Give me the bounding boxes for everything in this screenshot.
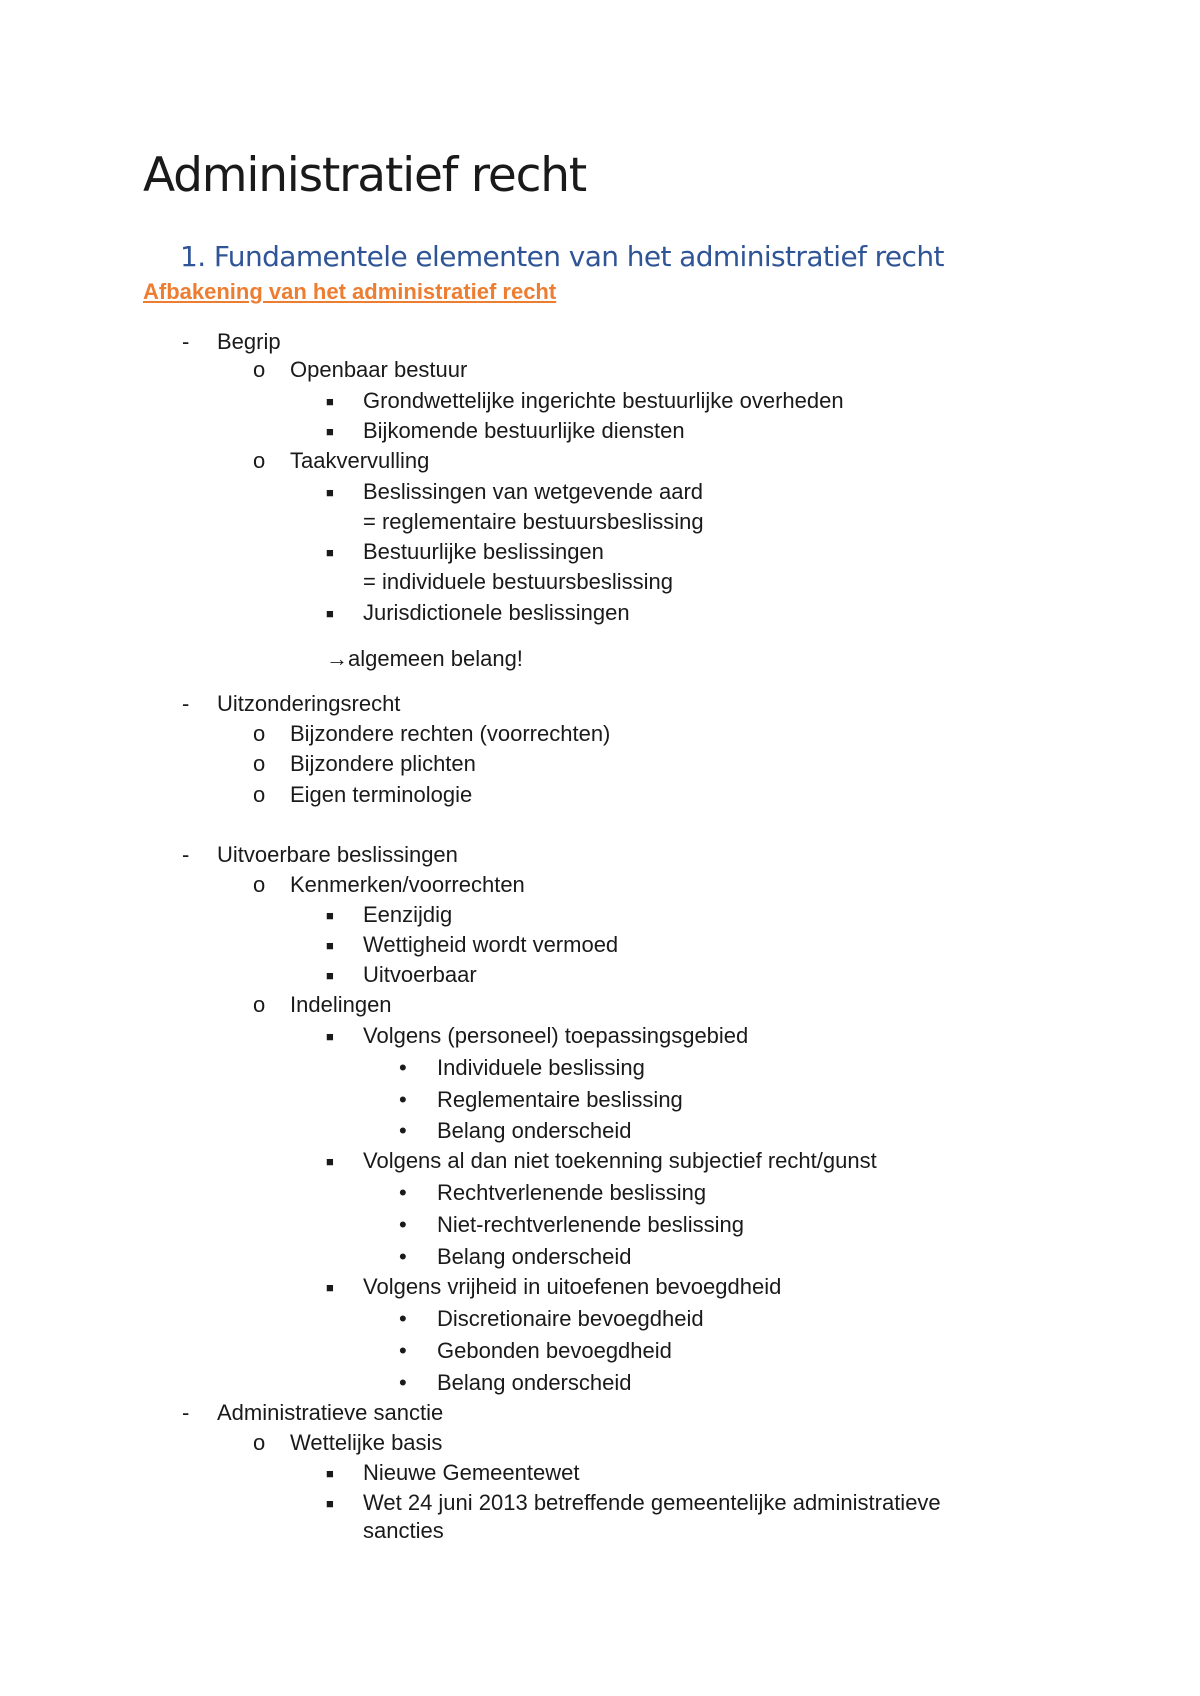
- dash-marker: -: [182, 1400, 190, 1425]
- dash-marker: -: [182, 329, 190, 354]
- list-item: Uitvoerbare beslissingen: [217, 842, 458, 867]
- circle-marker: o: [253, 357, 266, 382]
- list-item: Volgens vrijheid in uitoefenen bevoegdheid: [363, 1274, 782, 1299]
- list-item: Beslissingen van wetgevende aard: [363, 479, 704, 504]
- list-item: Bijzondere plichten: [290, 751, 476, 776]
- list-item: Openbaar bestuur: [290, 357, 468, 382]
- list-item: Gebonden bevoegdheid: [437, 1338, 672, 1363]
- list-item: Wet 24 juni 2013 betreffende gemeentelijke administratieve: [363, 1490, 941, 1515]
- list-item: Begrip: [217, 329, 281, 354]
- list-item: Volgens (personeel) toepassingsgebied: [363, 1023, 749, 1048]
- bullet-marker: •: [399, 1180, 407, 1205]
- bullet-marker: •: [399, 1087, 407, 1112]
- square-marker: ■: [326, 606, 334, 621]
- square-marker: ■: [326, 545, 334, 560]
- list-item: Uitvoerbaar: [363, 962, 477, 987]
- list-item: Administratieve sanctie: [217, 1400, 444, 1425]
- list-item: Indelingen: [290, 992, 392, 1017]
- list-item: Rechtverlenende beslissing: [437, 1180, 707, 1205]
- square-marker: ■: [326, 908, 334, 923]
- bullet-marker: •: [399, 1244, 407, 1269]
- dash-marker: -: [182, 691, 190, 716]
- list-item: Individuele beslissing: [437, 1055, 645, 1080]
- square-marker: ■: [326, 938, 334, 953]
- list-item: Uitzonderingsrecht: [217, 691, 401, 716]
- list-item: Bestuurlijke beslissingen: [363, 539, 604, 564]
- list-item: Reglementaire beslissing: [437, 1087, 683, 1112]
- list-item: Volgens al dan niet toekenning subjectief recht/gunst: [363, 1148, 877, 1173]
- square-marker: ■: [326, 1154, 334, 1169]
- circle-marker: o: [253, 992, 266, 1017]
- list-item: Niet-rechtverlenende beslissing: [437, 1212, 744, 1237]
- list-item-continuation: = reglementaire bestuursbeslissing: [363, 509, 704, 534]
- circle-marker: o: [253, 721, 266, 746]
- section-heading: [180, 240, 944, 273]
- list-item: Belang onderscheid: [437, 1244, 632, 1269]
- list-item: Kenmerken/voorrechten: [290, 872, 525, 897]
- circle-marker: o: [253, 782, 266, 807]
- section-heading-text: Fundamentele elementen van het administratief recht: [213, 240, 944, 273]
- list-item: Grondwettelijke ingerichte bestuurlijke overheden: [363, 388, 844, 413]
- bullet-marker: •: [399, 1370, 407, 1395]
- subsection-heading: Afbakening van het administratief recht: [143, 279, 557, 304]
- square-marker: ■: [326, 1280, 334, 1295]
- dash-marker: -: [182, 842, 190, 867]
- list-item-continuation: = individuele bestuursbeslissing: [363, 569, 674, 594]
- bullet-marker: •: [399, 1055, 407, 1080]
- list-item: Discretionaire bevoegdheid: [437, 1306, 704, 1331]
- list-item: Belang onderscheid: [437, 1370, 632, 1395]
- square-marker: ■: [326, 485, 334, 500]
- list-item: Jurisdictionele beslissingen: [363, 600, 630, 625]
- list-item: Eenzijdig: [363, 902, 453, 927]
- square-marker: ■: [326, 1029, 334, 1044]
- square-marker: ■: [326, 1496, 334, 1511]
- square-marker: ■: [326, 424, 334, 439]
- list-item: Eigen terminologie: [290, 782, 473, 807]
- list-item: Bijkomende bestuurlijke diensten: [363, 418, 685, 443]
- list-item: Belang onderscheid: [437, 1118, 632, 1143]
- circle-marker: o: [253, 1430, 266, 1455]
- circle-marker: o: [253, 448, 266, 473]
- list-item: Wettigheid wordt vermoed: [363, 932, 619, 957]
- circle-marker: o: [253, 872, 266, 897]
- square-marker: ■: [326, 394, 334, 409]
- circle-marker: o: [253, 751, 266, 776]
- list-item: Nieuwe Gemeentewet: [363, 1460, 580, 1485]
- list-item: Wettelijke basis: [290, 1430, 443, 1455]
- document-title: Administratief recht: [143, 148, 587, 203]
- square-marker: ■: [326, 968, 334, 983]
- bullet-marker: •: [399, 1338, 407, 1363]
- note-arrow-text: →algemeen belang!: [326, 646, 523, 671]
- bullet-marker: •: [399, 1212, 407, 1237]
- bullet-marker: •: [399, 1118, 407, 1143]
- list-item: Bijzondere rechten (voorrechten): [290, 721, 611, 746]
- section-number: 1.: [180, 240, 206, 273]
- list-item: Taakvervulling: [290, 448, 430, 473]
- list-item-continuation: sancties: [363, 1518, 444, 1543]
- bullet-marker: •: [399, 1306, 407, 1331]
- square-marker: ■: [326, 1466, 334, 1481]
